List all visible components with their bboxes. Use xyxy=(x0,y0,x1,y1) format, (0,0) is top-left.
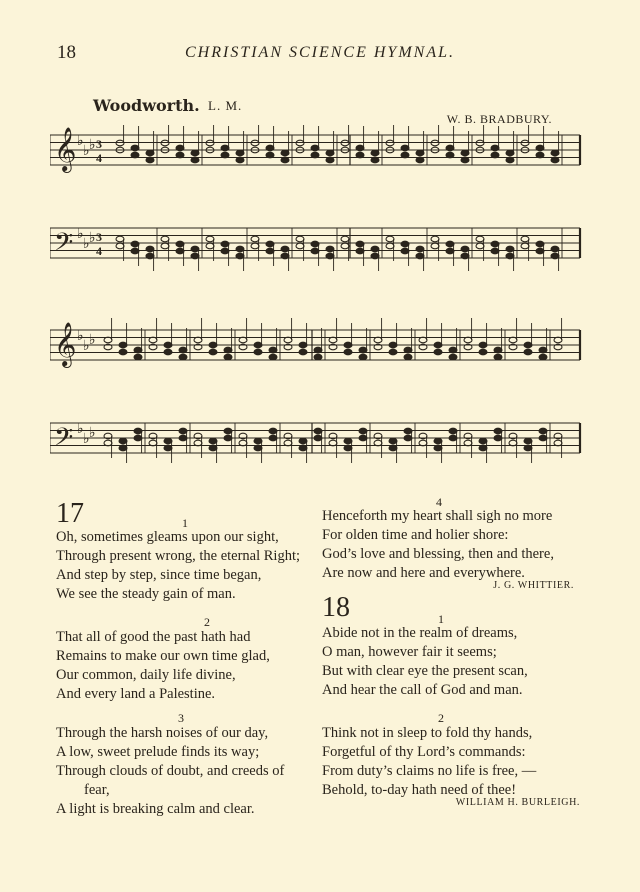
notehead xyxy=(341,243,349,249)
flat-icon: ♭ xyxy=(77,133,84,149)
notehead xyxy=(431,243,439,249)
verse-line: Remains to make our own time glad, xyxy=(56,648,270,664)
notehead xyxy=(446,145,454,151)
notehead xyxy=(311,241,319,247)
notehead xyxy=(386,236,394,242)
notehead xyxy=(494,428,502,434)
notehead xyxy=(149,440,157,446)
notehead xyxy=(209,349,217,355)
verse-line: A light is breaking calm and clear. xyxy=(56,801,255,817)
notehead xyxy=(326,157,334,163)
notehead xyxy=(314,354,322,360)
notehead xyxy=(116,243,124,249)
notehead xyxy=(131,145,139,151)
notehead xyxy=(164,438,172,444)
notehead xyxy=(341,236,349,242)
notehead xyxy=(296,236,304,242)
notehead xyxy=(356,248,364,254)
hymn-number: 18 xyxy=(322,592,350,623)
stanza-number: 4 xyxy=(436,495,442,509)
notehead xyxy=(236,253,244,259)
notehead xyxy=(416,157,424,163)
author-credit: WILLIAM H. BURLEIGH. xyxy=(455,797,580,808)
flat-icon: ♭ xyxy=(77,226,84,242)
notehead xyxy=(521,140,529,146)
notehead xyxy=(434,445,442,451)
notehead xyxy=(206,140,214,146)
flat-icon: ♭ xyxy=(83,143,90,159)
notehead xyxy=(551,150,559,156)
notehead xyxy=(449,354,457,360)
notehead xyxy=(254,438,262,444)
notehead xyxy=(161,243,169,249)
notehead xyxy=(416,246,424,252)
notehead xyxy=(446,248,454,254)
time-signature: 3 xyxy=(96,137,102,151)
notehead xyxy=(269,347,277,353)
notehead xyxy=(359,435,367,441)
notehead xyxy=(326,253,334,259)
treble-clef-icon: 𝄞 xyxy=(54,322,77,366)
notehead xyxy=(191,246,199,252)
stanza xyxy=(322,507,554,583)
notehead xyxy=(524,445,532,451)
verse-line: Henceforth my heart shall sigh no more xyxy=(322,508,553,524)
flat-icon: ♭ xyxy=(89,425,96,441)
verse-line: Our common, daily life divine, xyxy=(56,667,236,683)
stanza xyxy=(56,528,300,604)
notehead xyxy=(146,157,154,163)
notehead xyxy=(206,236,214,242)
notehead xyxy=(266,241,274,247)
notehead xyxy=(356,152,364,158)
notehead xyxy=(311,145,319,151)
notehead xyxy=(494,435,502,441)
bass-clef-icon: 𝄢 xyxy=(54,423,74,458)
notehead xyxy=(539,347,547,353)
bass-clef-icon: 𝄢 xyxy=(54,228,74,263)
notehead xyxy=(116,140,124,146)
notehead xyxy=(524,342,532,348)
stanza-number: 2 xyxy=(438,711,444,725)
notehead xyxy=(401,145,409,151)
tune-composer: W. B. BRADBURY. xyxy=(446,112,552,126)
notehead xyxy=(266,152,274,158)
verse-line: That all of good the past hath had xyxy=(56,629,251,645)
notehead xyxy=(224,428,232,434)
notehead xyxy=(176,152,184,158)
notehead xyxy=(419,337,427,343)
notehead xyxy=(221,248,229,254)
notehead xyxy=(536,248,544,254)
notehead xyxy=(179,347,187,353)
notehead xyxy=(506,246,514,252)
notehead xyxy=(506,150,514,156)
notehead xyxy=(359,354,367,360)
notehead xyxy=(266,145,274,151)
verse-line: Think not in sleep to fold thy hands, xyxy=(322,725,533,741)
notehead xyxy=(506,157,514,163)
verse-line: A low, sweet prelude finds its way; xyxy=(56,744,260,760)
notehead xyxy=(269,354,277,360)
stanza-number: 1 xyxy=(438,612,444,626)
notehead xyxy=(161,140,169,146)
notehead xyxy=(254,349,262,355)
hymn-number: 17 xyxy=(56,498,84,529)
notehead xyxy=(491,248,499,254)
notehead xyxy=(359,347,367,353)
notehead xyxy=(236,157,244,163)
verse-line: Through present wrong, the eternal Right; xyxy=(56,548,301,564)
notehead xyxy=(476,236,484,242)
notehead xyxy=(194,337,202,343)
verse-line: Are now and here and everywhere. xyxy=(322,565,525,581)
verse-line: Through the harsh noises of our day, xyxy=(56,725,269,741)
notehead xyxy=(311,248,319,254)
notehead xyxy=(281,253,289,259)
flat-icon: ♭ xyxy=(83,431,90,447)
notehead xyxy=(386,140,394,146)
notehead xyxy=(344,349,352,355)
notehead xyxy=(209,342,217,348)
flat-icon: ♭ xyxy=(89,137,96,153)
notehead xyxy=(461,150,469,156)
notehead xyxy=(521,236,529,242)
notehead xyxy=(296,243,304,249)
notehead xyxy=(404,428,412,434)
notehead xyxy=(299,438,307,444)
notehead xyxy=(386,243,394,249)
notehead xyxy=(134,435,142,441)
notehead xyxy=(401,152,409,158)
notehead xyxy=(551,246,559,252)
notehead xyxy=(251,140,259,146)
notehead xyxy=(284,440,292,446)
notehead xyxy=(146,253,154,259)
stanza xyxy=(56,724,284,819)
flat-icon: ♭ xyxy=(89,332,96,348)
notehead xyxy=(461,253,469,259)
notehead xyxy=(356,145,364,151)
notehead xyxy=(536,145,544,151)
notehead xyxy=(554,440,562,446)
notehead xyxy=(344,438,352,444)
notehead xyxy=(311,152,319,158)
notehead xyxy=(236,246,244,252)
notehead xyxy=(476,140,484,146)
notehead xyxy=(251,236,259,242)
notehead xyxy=(494,347,502,353)
running-head: CHRISTIAN SCIENCE HYMNAL. xyxy=(184,44,455,61)
notehead xyxy=(269,435,277,441)
notehead xyxy=(449,347,457,353)
notehead xyxy=(416,150,424,156)
notehead xyxy=(536,152,544,158)
verse-line: And every land a Palestine. xyxy=(56,686,216,702)
notehead xyxy=(449,435,457,441)
notehead xyxy=(314,435,322,441)
notehead xyxy=(224,354,232,360)
notehead xyxy=(434,349,442,355)
notehead xyxy=(479,438,487,444)
notehead xyxy=(299,342,307,348)
flat-icon: ♭ xyxy=(77,421,84,437)
notehead xyxy=(494,354,502,360)
notehead xyxy=(374,440,382,446)
notehead xyxy=(254,445,262,451)
notehead xyxy=(371,150,379,156)
notehead xyxy=(146,246,154,252)
notehead xyxy=(371,246,379,252)
notehead xyxy=(389,349,397,355)
notehead xyxy=(329,337,337,343)
notehead xyxy=(134,354,142,360)
flat-icon: ♭ xyxy=(77,328,84,344)
verse-line: O man, however fair it seems; xyxy=(322,644,497,660)
notehead xyxy=(164,445,172,451)
notehead xyxy=(119,349,127,355)
notehead xyxy=(299,445,307,451)
notehead xyxy=(404,354,412,360)
notehead xyxy=(134,428,142,434)
stanza xyxy=(322,724,536,800)
notehead xyxy=(389,438,397,444)
notehead xyxy=(491,241,499,247)
flat-icon: ♭ xyxy=(83,236,90,252)
notehead xyxy=(464,337,472,343)
verse-line: But with clear eye the present scan, xyxy=(322,663,528,679)
verse-line: God’s love and blessing, then and there, xyxy=(322,546,554,562)
notehead xyxy=(371,157,379,163)
stanza-number: 2 xyxy=(204,615,210,629)
notehead xyxy=(131,241,139,247)
notehead xyxy=(329,440,337,446)
notehead xyxy=(314,347,322,353)
notehead xyxy=(179,435,187,441)
notehead xyxy=(209,438,217,444)
verse-line: Behold, to-day hath need of thee! xyxy=(322,782,517,798)
notehead xyxy=(131,248,139,254)
notehead xyxy=(191,150,199,156)
notehead xyxy=(164,342,172,348)
notehead xyxy=(446,152,454,158)
stanza-number: 3 xyxy=(178,711,184,725)
verse-line: fear, xyxy=(84,782,110,798)
notehead xyxy=(539,354,547,360)
notehead xyxy=(119,342,127,348)
notehead xyxy=(359,428,367,434)
author-credit: J. G. WHITTIER. xyxy=(493,580,574,591)
notehead xyxy=(416,253,424,259)
notehead xyxy=(326,150,334,156)
notehead xyxy=(251,243,259,249)
notehead xyxy=(131,152,139,158)
notehead xyxy=(509,440,517,446)
verse-line: And step by step, since time began, xyxy=(56,567,262,583)
notehead xyxy=(491,152,499,158)
notehead xyxy=(389,342,397,348)
notehead xyxy=(284,337,292,343)
notehead xyxy=(254,342,262,348)
notehead xyxy=(371,253,379,259)
notehead xyxy=(164,349,172,355)
notehead xyxy=(104,337,112,343)
notehead xyxy=(401,241,409,247)
notehead xyxy=(104,440,112,446)
time-signature: 4 xyxy=(96,151,102,165)
notehead xyxy=(281,150,289,156)
notehead xyxy=(191,253,199,259)
notehead xyxy=(299,349,307,355)
notehead xyxy=(191,157,199,163)
notehead xyxy=(431,236,439,242)
notehead xyxy=(431,140,439,146)
notehead xyxy=(446,241,454,247)
notehead xyxy=(314,428,322,434)
notehead xyxy=(266,248,274,254)
notehead xyxy=(134,347,142,353)
notehead xyxy=(479,342,487,348)
flat-icon: ♭ xyxy=(89,230,96,246)
notehead xyxy=(404,347,412,353)
notehead xyxy=(464,440,472,446)
notehead xyxy=(221,152,229,158)
notehead xyxy=(389,445,397,451)
notehead xyxy=(521,243,529,249)
notehead xyxy=(554,337,562,343)
notehead xyxy=(179,428,187,434)
notehead xyxy=(524,438,532,444)
notehead xyxy=(146,150,154,156)
notehead xyxy=(281,246,289,252)
notehead xyxy=(479,349,487,355)
notehead xyxy=(491,145,499,151)
notehead xyxy=(209,445,217,451)
verse-line: Through clouds of doubt, and creeds of xyxy=(56,763,285,779)
stanza xyxy=(322,624,528,700)
notehead xyxy=(551,253,559,259)
treble-clef-icon: 𝄞 xyxy=(54,127,77,171)
verse-line: Abide not in the realm of dreams, xyxy=(322,625,518,641)
notehead xyxy=(461,157,469,163)
notehead xyxy=(344,445,352,451)
notehead xyxy=(551,157,559,163)
notehead xyxy=(326,246,334,252)
notehead xyxy=(221,241,229,247)
notehead xyxy=(434,438,442,444)
music-score xyxy=(50,125,590,470)
flat-icon: ♭ xyxy=(83,338,90,354)
notehead xyxy=(539,435,547,441)
notehead xyxy=(404,435,412,441)
time-signature: 3 xyxy=(96,230,102,244)
verse-line: Forgetful of thy Lord’s commands: xyxy=(322,744,526,760)
notehead xyxy=(401,248,409,254)
notehead xyxy=(296,140,304,146)
notehead xyxy=(206,243,214,249)
notehead xyxy=(449,428,457,434)
notehead xyxy=(344,342,352,348)
stanza-number: 1 xyxy=(182,516,188,530)
notehead xyxy=(539,428,547,434)
notehead xyxy=(116,236,124,242)
notehead xyxy=(374,337,382,343)
notehead xyxy=(356,241,364,247)
tune-name: Woodworth. xyxy=(93,96,200,115)
notehead xyxy=(224,347,232,353)
verse-line: We see the steady gain of man. xyxy=(56,586,236,602)
verse-line: From duty’s claims no life is free, — xyxy=(322,763,537,779)
verse-line: For olden time and holier shore: xyxy=(322,527,509,543)
notehead xyxy=(176,145,184,151)
notehead xyxy=(509,337,517,343)
page-number: 18 xyxy=(57,42,76,63)
verse-line: Oh, sometimes gleams upon our sight, xyxy=(56,529,279,545)
notehead xyxy=(479,445,487,451)
notehead xyxy=(506,253,514,259)
notehead xyxy=(194,440,202,446)
notehead xyxy=(179,354,187,360)
notehead xyxy=(524,349,532,355)
notehead xyxy=(119,445,127,451)
notehead xyxy=(221,145,229,151)
notehead xyxy=(161,236,169,242)
notehead xyxy=(149,337,157,343)
stanza xyxy=(56,628,270,704)
notehead xyxy=(341,140,349,146)
notehead xyxy=(476,243,484,249)
notehead xyxy=(239,337,247,343)
notehead xyxy=(461,246,469,252)
notehead xyxy=(119,438,127,444)
notehead xyxy=(269,428,277,434)
notehead xyxy=(224,435,232,441)
notehead xyxy=(419,440,427,446)
notehead xyxy=(176,241,184,247)
tune-meter: L. M. xyxy=(208,98,243,113)
notehead xyxy=(176,248,184,254)
notehead xyxy=(281,157,289,163)
notehead xyxy=(236,150,244,156)
time-signature: 4 xyxy=(96,244,102,258)
verse-line: And hear the call of God and man. xyxy=(322,682,523,698)
notehead xyxy=(434,342,442,348)
notehead xyxy=(239,440,247,446)
notehead xyxy=(536,241,544,247)
